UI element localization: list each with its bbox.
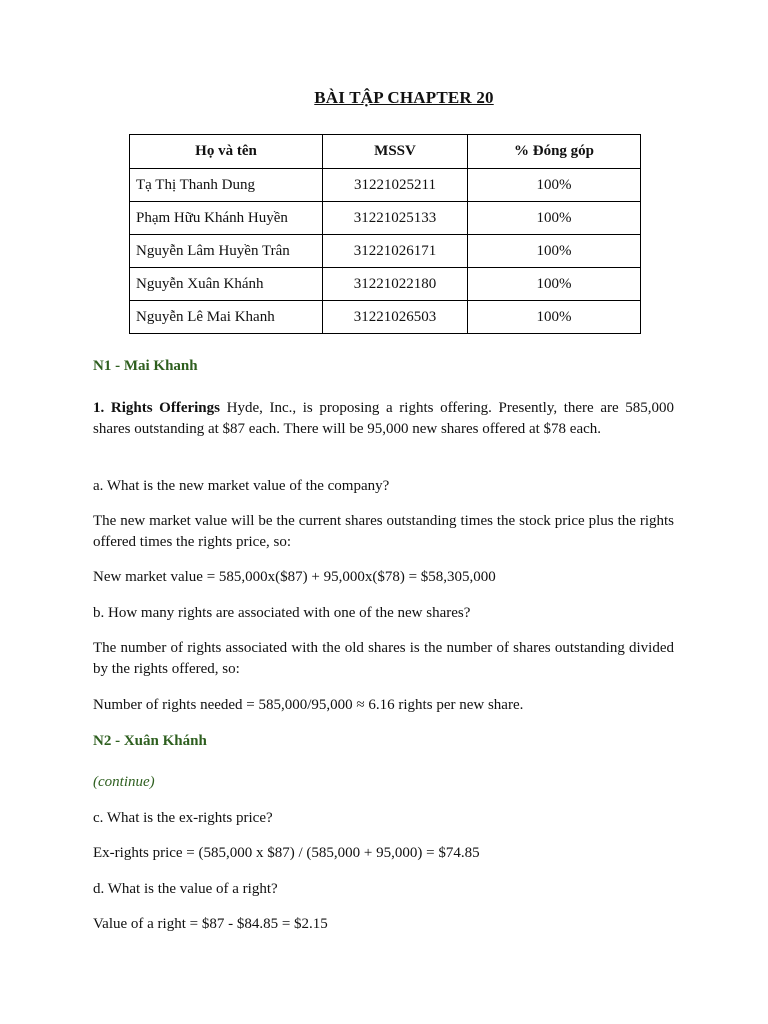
answer-a-calc: New market value = 585,000x($87) + 95,000x($78) = $58,305,000 bbox=[93, 569, 496, 585]
member-contribution: 100% bbox=[468, 202, 641, 235]
answer-a-text: The new market value will be the current shares outstanding times the stock price plus the rights offered times the rights price, so: bbox=[93, 513, 674, 550]
member-contribution: 100% bbox=[468, 301, 641, 334]
question-b: b. How many rights are associated with one of the new shares? bbox=[93, 605, 471, 621]
member-name: Phạm Hữu Khánh Huyền bbox=[130, 202, 323, 235]
question-c: c. What is the ex-rights price? bbox=[93, 810, 273, 826]
question-a: a. What is the new market value of the company? bbox=[93, 478, 390, 494]
header-contribution: % Đóng góp bbox=[468, 135, 641, 169]
problem-text: Hyde, Inc., is proposing a rights offering. Presently, there are 585,000 shares outstanding at $87 each. There will be 95,000 new shares offered at $78 each. bbox=[93, 400, 675, 437]
table-row bbox=[130, 268, 641, 301]
answer-b-calc: Number of rights needed = 585,000/95,000 ≈ 6.16 rights per new share. bbox=[93, 697, 524, 713]
continue-note: (continue) bbox=[93, 774, 155, 790]
member-mssv: 31221022180 bbox=[323, 268, 468, 301]
member-name: Tạ Thị Thanh Dung bbox=[130, 169, 323, 202]
section-heading-n2: N2 - Xuân Khánh bbox=[93, 733, 207, 749]
member-contribution: 100% bbox=[468, 169, 641, 202]
answer-b-text: The number of rights associated with the old shares is the number of shares outstanding divided by the rights offered, so: bbox=[93, 640, 674, 677]
table-row bbox=[130, 202, 641, 235]
member-mssv: 31221025133 bbox=[323, 202, 468, 235]
table-header-row bbox=[130, 135, 641, 169]
member-name: Nguyễn Lê Mai Khanh bbox=[130, 301, 323, 334]
problem-label: 1. Rights Offerings bbox=[93, 400, 220, 416]
section-heading-n1: N1 - Mai Khanh bbox=[93, 358, 198, 374]
table-row bbox=[130, 301, 641, 334]
member-contribution: 100% bbox=[468, 268, 641, 301]
member-mssv: 31221026503 bbox=[323, 301, 468, 334]
answer-c-calc: Ex-rights price = (585,000 x $87) / (585,000 + 95,000) = $74.85 bbox=[93, 845, 480, 861]
question-d: d. What is the value of a right? bbox=[93, 881, 278, 897]
member-name: Nguyễn Lâm Huyền Trân bbox=[130, 235, 323, 268]
table-row bbox=[130, 169, 641, 202]
table-row bbox=[130, 235, 641, 268]
problem-statement bbox=[93, 398, 674, 440]
page-title: BÀI TẬP CHAPTER 20 bbox=[314, 88, 494, 107]
member-mssv: 31221026171 bbox=[323, 235, 468, 268]
header-name: Họ và tên bbox=[130, 135, 323, 169]
member-mssv: 31221025211 bbox=[323, 169, 468, 202]
answer-d-calc: Value of a right = $87 - $84.85 = $2.15 bbox=[93, 916, 328, 932]
member-contribution: 100% bbox=[468, 235, 641, 268]
member-name: Nguyễn Xuân Khánh bbox=[130, 268, 323, 301]
header-mssv: MSSV bbox=[323, 135, 468, 169]
members-table bbox=[129, 134, 641, 334]
